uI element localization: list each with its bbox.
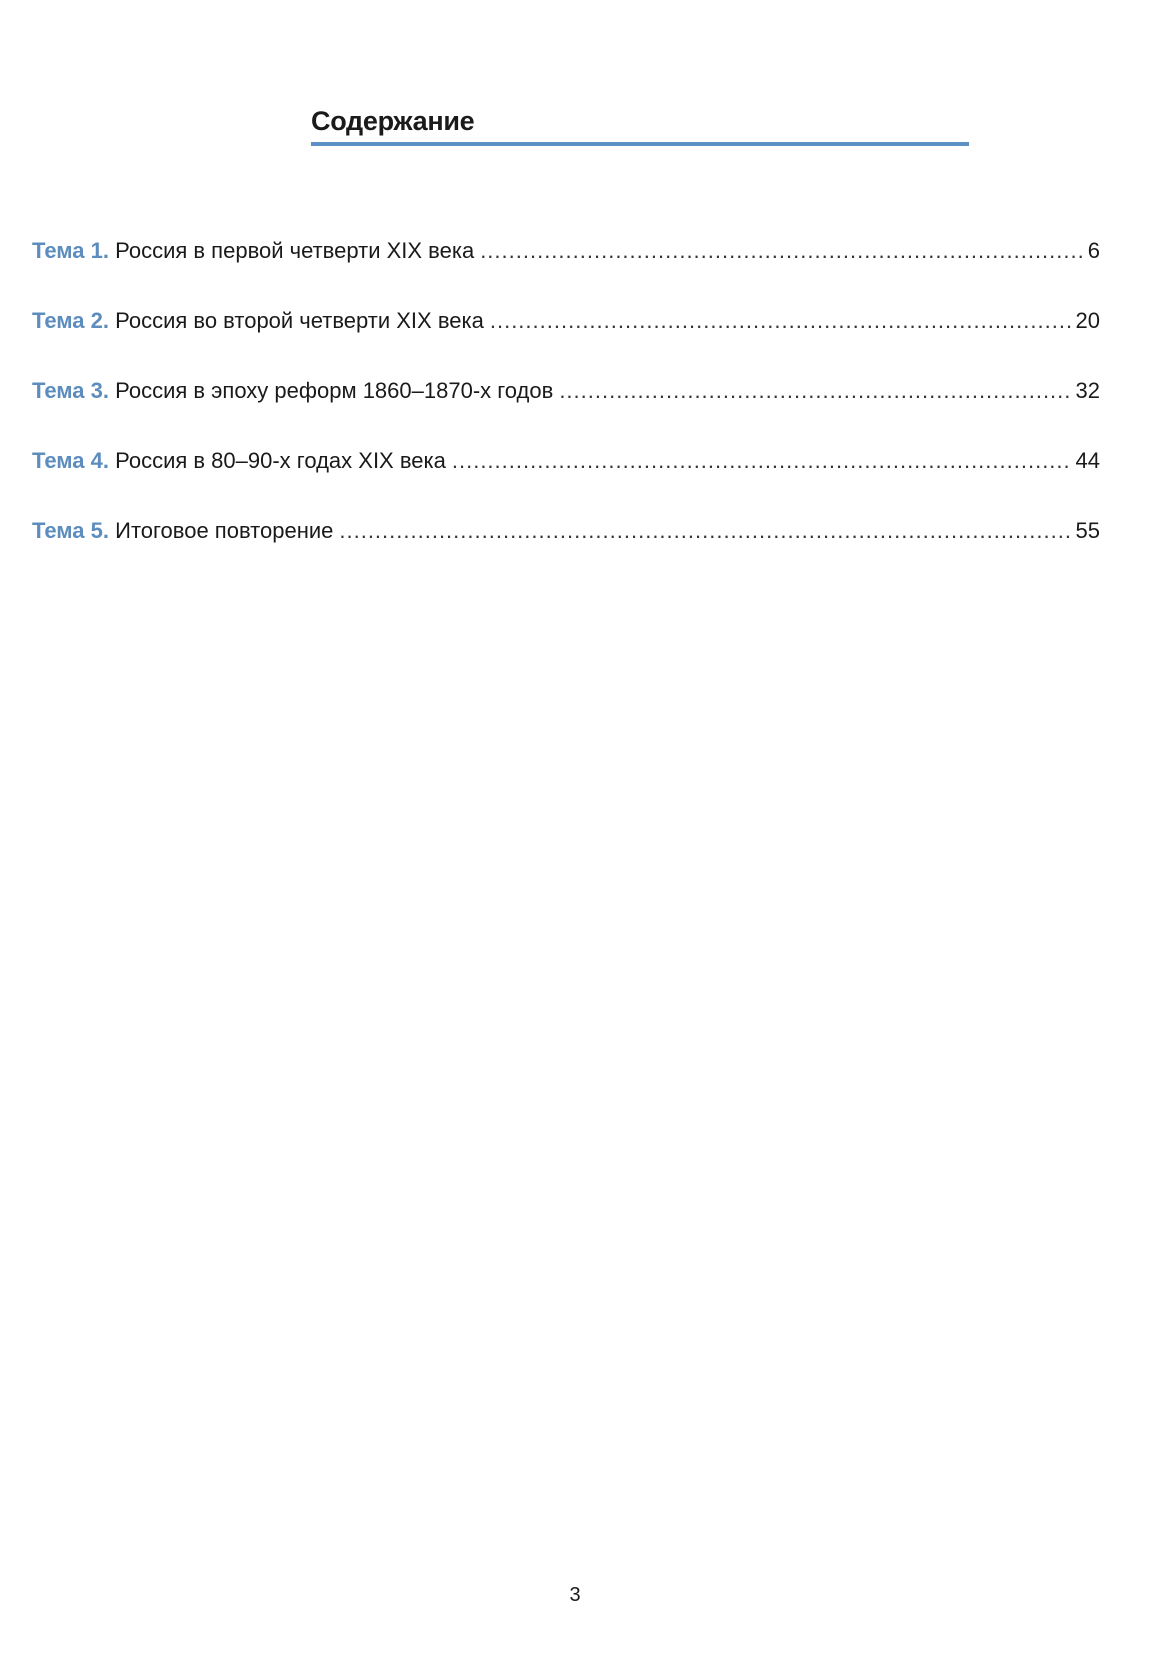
topic-number: 1. [90,238,109,263]
dot-leader [452,446,1072,476]
page-heading [311,104,969,146]
page-reference: 20 [1075,308,1100,333]
dot-leader [339,516,1071,546]
toc-entry-3[interactable] [32,376,1100,446]
topic-label: Тема [32,378,85,403]
topic-label: Тема [32,518,85,543]
page-number: 3 [569,1584,581,1606]
topic-number: 3. [90,378,109,403]
topic-title: Итоговое повторение [115,518,334,543]
topic-label: Тема [32,448,85,473]
dot-leader [490,306,1072,336]
page-reference: 32 [1075,378,1100,403]
page-reference: 55 [1075,518,1100,543]
topic-label: Тема [32,238,85,263]
page-reference: 44 [1075,448,1100,473]
topic-title: Россия в эпоху реформ 1860–1870-х годов [115,378,554,403]
topic-title: Россия в первой четверти XIX века [115,238,475,263]
toc-entry-4[interactable] [32,446,1100,516]
topic-title: Россия в 80–90-х годах XIX века [115,448,446,473]
toc-entry-1[interactable] [32,236,1100,306]
topic-title: Россия во второй четверти XIX века [115,308,484,333]
page-reference: 6 [1087,238,1100,263]
toc-entry-2[interactable] [32,306,1100,376]
topic-number: 2. [90,308,109,333]
dot-leader [559,376,1071,406]
dot-leader [480,236,1084,266]
table-of-contents [32,236,1100,586]
page-title: Содержание [311,106,475,136]
topic-number: 4. [90,448,109,473]
title-underline [311,142,969,146]
toc-entry-5[interactable] [32,516,1100,586]
topic-label: Тема [32,308,85,333]
topic-number: 5. [90,518,109,543]
